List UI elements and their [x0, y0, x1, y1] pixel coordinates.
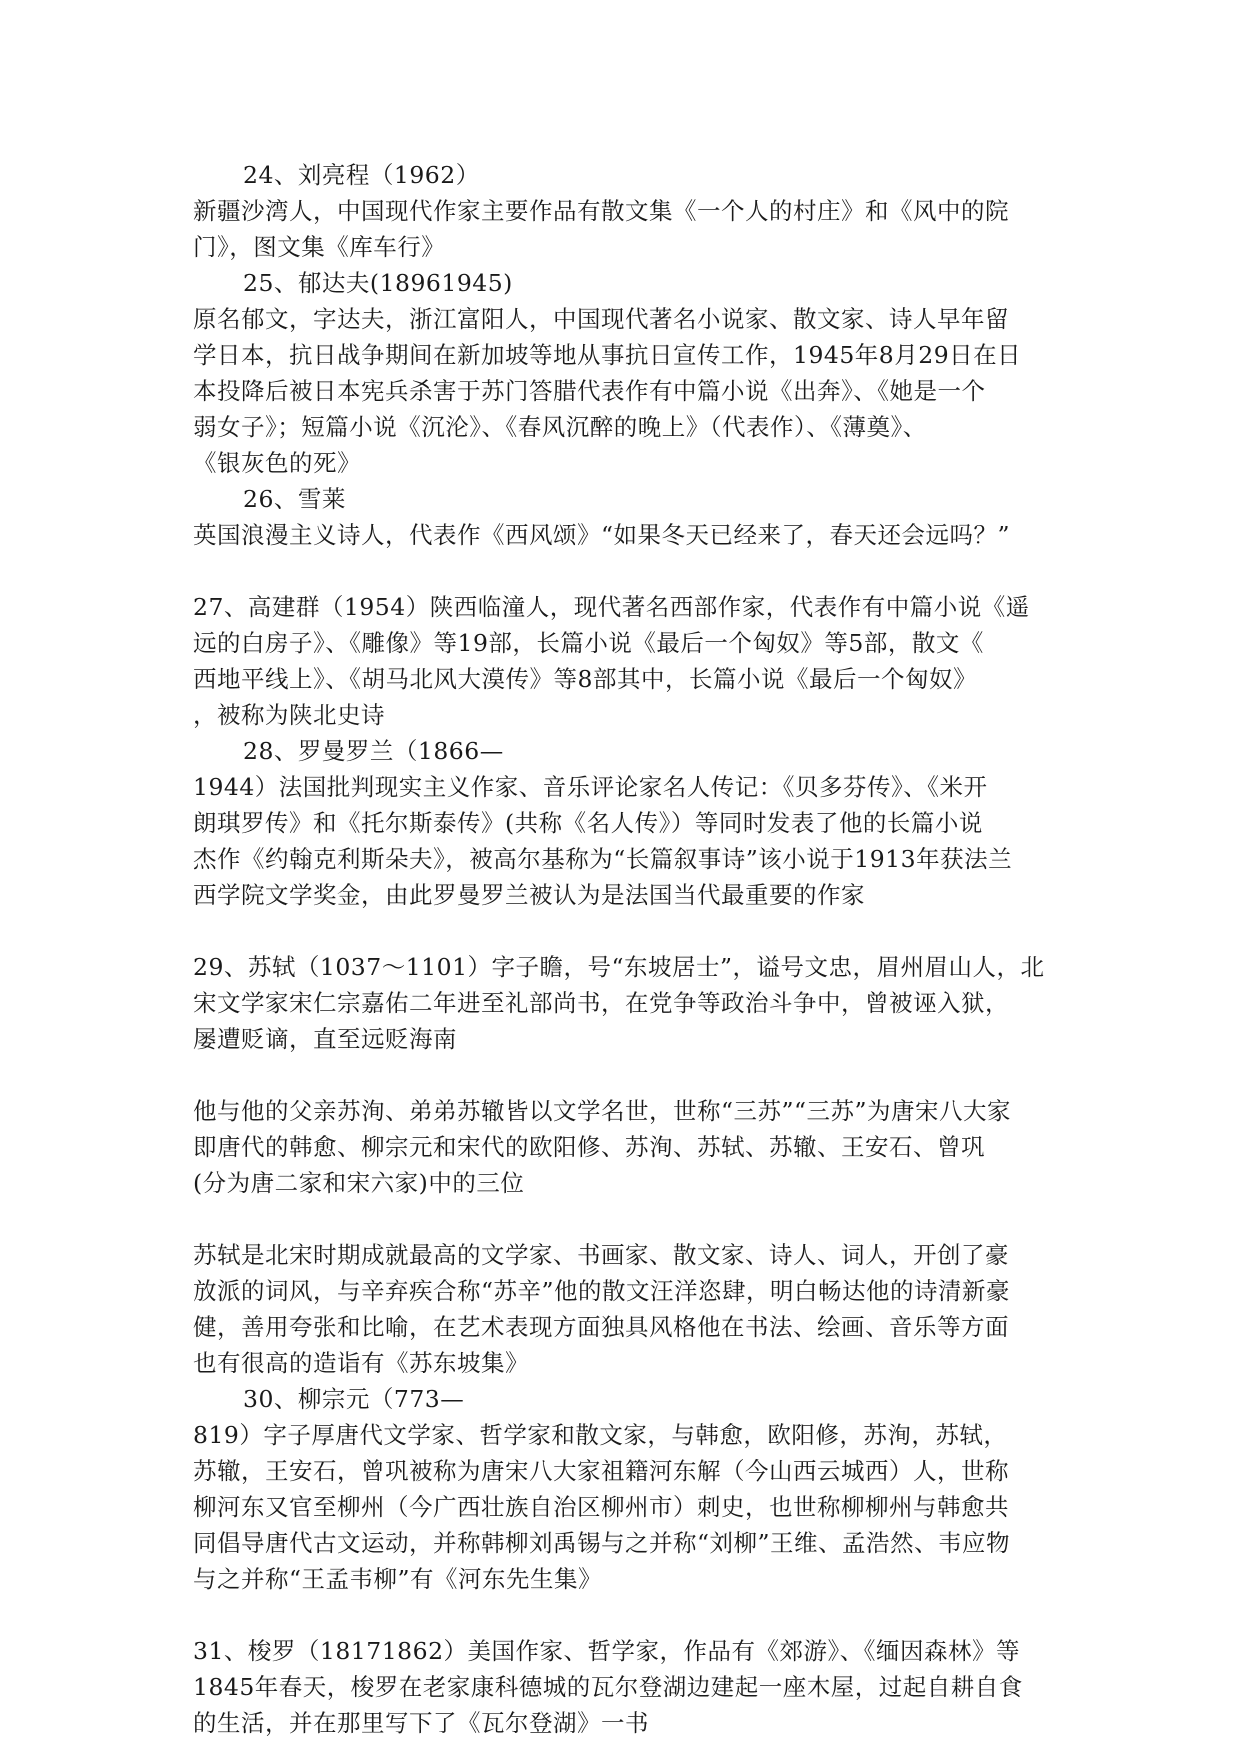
heading-30: 30、柳宗元（773— [243, 1385, 465, 1413]
text-line: 他与他的父亲苏洵、弟弟苏辙皆以文学名世，世称“三苏”“三苏”为唐宋八大家 [193, 1097, 1012, 1125]
text-line: 与之并称“王孟韦柳”有《河东先生集》 [193, 1565, 603, 1593]
heading-26: 26、雪莱 [243, 485, 346, 513]
text-line: 健，善用夸张和比喻，在艺术表现方面独具风格他在书法、绘画、音乐等方面 [193, 1313, 1009, 1341]
text-line: 放派的词风，与辛弃疾合称“苏辛”他的散文汪洋恣肆，明白畅达他的诗清新豪 [193, 1277, 1011, 1305]
text-line: 本投降后被日本宪兵杀害于苏门答腊代表作有中篇小说《出奔》、《她是一个 [193, 377, 986, 405]
heading-24: 24、刘亮程（1962） [243, 161, 480, 189]
text-line: 苏轼是北宋时期成就最高的文学家、书画家、散文家、诗人、词人，开创了豪 [193, 1241, 1009, 1269]
text-line: ，被称为陕北史诗 [193, 701, 385, 729]
heading-25: 25、郁达夫(18961945) [243, 269, 513, 297]
text-line: 门》，图文集《库车行》 [193, 233, 446, 261]
text-line: 柳河东又官至柳州（今广西壮族自治区柳州市）刺史，也世称柳柳州与韩愈共 [193, 1493, 1009, 1521]
text-line: 1944）法国批判现实主义作家、音乐评论家名人传记：《贝多芬传》、《米开 [193, 773, 988, 801]
heading-28: 28、罗曼罗兰（1866— [243, 737, 504, 765]
text-line: 弱女子》；短篇小说《沉沦》、《春风沉醉的晚上》（代表作）、《薄奠》、 [193, 413, 927, 441]
text-line: 原名郁文，字达夫，浙江富阳人，中国现代著名小说家、散文家、诗人早年留 [193, 305, 1009, 333]
text-line: 的生活，并在那里写下了《瓦尔登湖》一书 [193, 1709, 649, 1737]
text-line: 屡遭贬谪，直至远贬海南 [193, 1025, 457, 1053]
text-line: 朗琪罗传》和《托尔斯泰传》(共称《名人传》）等同时发表了他的长篇小说 [193, 809, 983, 837]
text-line: 学日本，抗日战争期间在新加坡等地从事抗日宣传工作，1945年8月29日在日 [193, 341, 1022, 369]
heading-29: 29、苏轼（1037～1101）字子瞻，号“东坡居士”，谥号文忠，眉州眉山人，北 [193, 953, 1045, 981]
text-line: 苏辙，王安石，曾巩被称为唐宋八大家祖籍河东解（今山西云城西）人，世称 [193, 1457, 1009, 1485]
text-line: 西学院文学奖金，由此罗曼罗兰被认为是法国当代最重要的作家 [193, 881, 865, 909]
text-line: 远的白房子》、《雕像》等19部，长篇小说《最后一个匈奴》等5部，散文《 [193, 629, 984, 657]
heading-27: 27、高建群（1954）陕西临潼人，现代著名西部作家，代表作有中篇小说《遥 [193, 593, 1030, 621]
text-line: 即唐代的韩愈、柳宗元和宋代的欧阳修、苏洵、苏轼、苏辙、王安石、曾巩 [193, 1133, 985, 1161]
heading-31: 31、梭罗（18171862）美国作家、哲学家，作品有《郊游》、《缅因森林》等 [193, 1637, 1021, 1665]
text-line: 杰作《约翰克利斯朵夫》，被高尔基称为“长篇叙事诗”该小说于1913年获法兰 [193, 845, 1013, 873]
text-line: 同倡导唐代古文运动，并称韩柳刘禹锡与之并称“刘柳”王维、孟浩然、韦应物 [193, 1529, 1011, 1557]
text-line: 英国浪漫主义诗人，代表作《西风颂》“如果冬天已经来了，春天还会远吗？” [193, 521, 1011, 549]
text-line: 新疆沙湾人，中国现代作家主要作品有散文集《一个人的村庄》和《风中的院 [193, 197, 1009, 225]
text-line: 宋文学家宋仁宗嘉佑二年进至礼部尚书，在党争等政治斗争中，曾被诬入狱， [193, 989, 1009, 1017]
text-line: 也有很高的造诣有《苏东坡集》 [193, 1349, 529, 1377]
text-line: 819）字子厚唐代文学家、哲学家和散文家，与韩愈，欧阳修，苏洵，苏轼， [193, 1421, 1008, 1449]
text-line: 《银灰色的死》 [193, 449, 361, 477]
text-line: (分为唐二家和宋六家)中的三位 [193, 1169, 525, 1197]
text-line: 西地平线上》、《胡马北风大漠传》等8部其中，长篇小说《最后一个匈奴》 [193, 665, 977, 693]
text-line: 1845年春天，梭罗在老家康科德城的瓦尔登湖边建起一座木屋，过起自耕自食 [193, 1673, 1023, 1701]
